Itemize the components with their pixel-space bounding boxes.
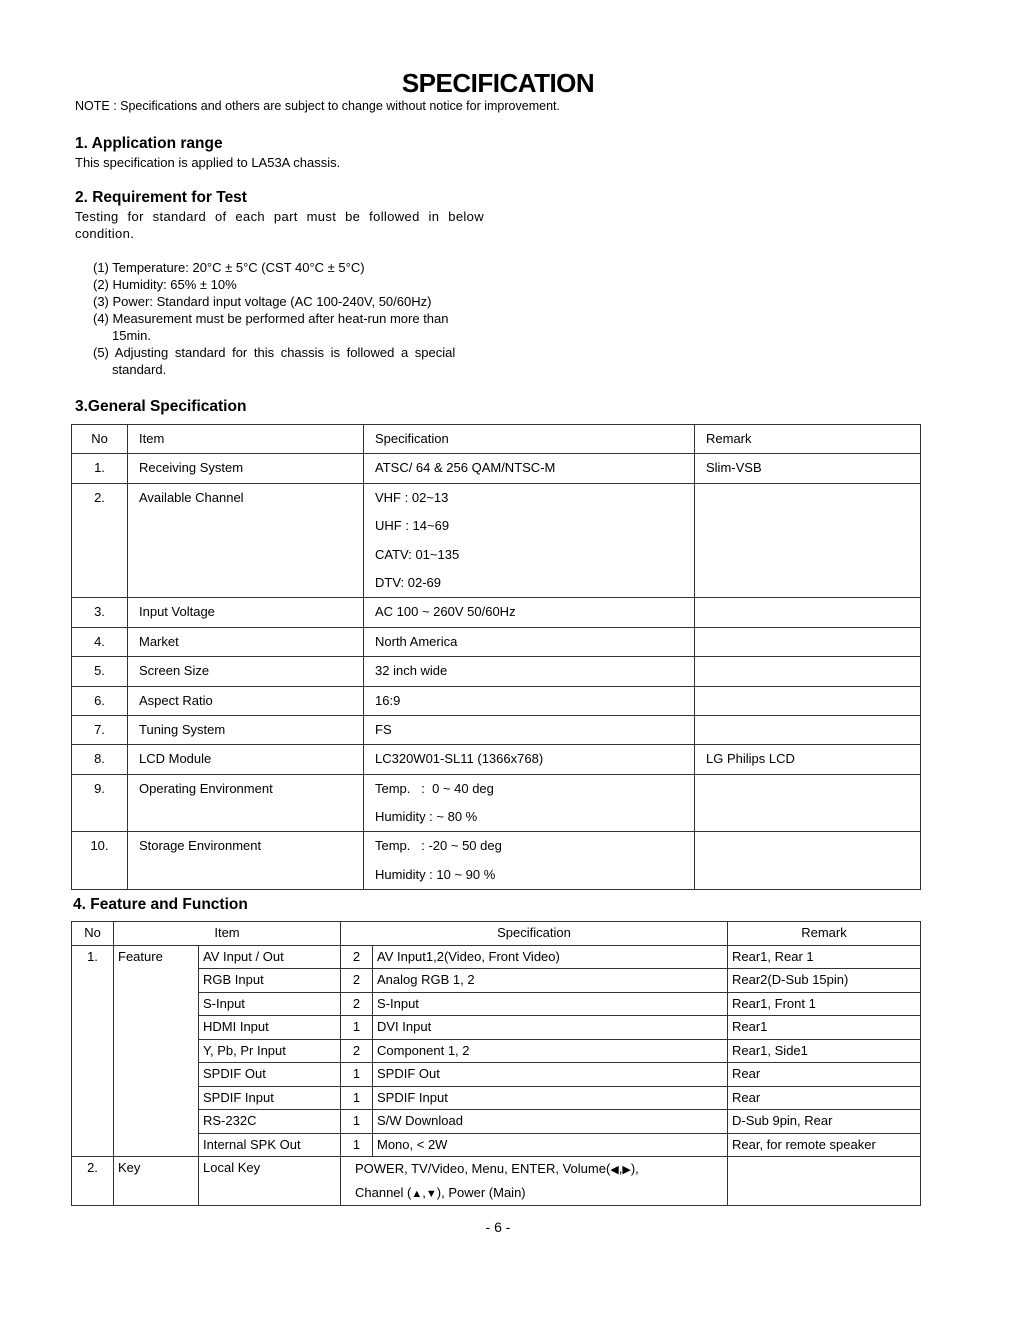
row-remark xyxy=(706,687,920,715)
row-remark xyxy=(728,1157,921,1206)
row-no: 9. xyxy=(94,780,105,796)
row-category: Key xyxy=(114,1157,199,1206)
row-remark: Rear xyxy=(728,1086,921,1110)
row-item: SPDIF Out xyxy=(199,1063,341,1087)
row-remark xyxy=(706,832,920,860)
table-row xyxy=(72,657,921,686)
row-no: 6. xyxy=(94,692,105,708)
row-item: Local Key xyxy=(199,1157,341,1206)
row-item: Storage Environment xyxy=(139,838,262,854)
row-remark: Rear2(D-Sub 15pin) xyxy=(728,969,921,993)
row-spec: Humidity : 10 ~ 90 % xyxy=(375,866,496,882)
table-row xyxy=(72,1157,921,1206)
header-cell: Remark xyxy=(728,922,921,946)
row-no: 4. xyxy=(94,633,105,649)
table-row xyxy=(72,992,921,1016)
header-cell: No xyxy=(72,922,114,946)
row-spec: SPDIF Input xyxy=(373,1086,728,1110)
table-row xyxy=(72,483,921,598)
row-spec: S-Input xyxy=(373,992,728,1016)
table-header-row xyxy=(72,922,921,946)
row-spec: CATV: 01~135 xyxy=(375,546,460,562)
row-remark: Slim-VSB xyxy=(706,460,762,476)
row-spec: LC320W01-SL11 (1366x768) xyxy=(375,751,544,767)
note-text: NOTE : Specifications and others are subject to change without notice for improvement. xyxy=(75,99,560,113)
row-item: AV Input / Out xyxy=(199,945,341,969)
row-no: 1. xyxy=(94,460,105,476)
row-qty: 2 xyxy=(341,945,373,969)
row-item: Tuning System xyxy=(139,721,226,737)
row-no: 2. xyxy=(94,489,105,505)
row-category: Feature xyxy=(114,945,199,1157)
row-remark: Rear1 xyxy=(728,1016,921,1040)
table-row xyxy=(72,454,921,483)
table-row xyxy=(72,1086,921,1110)
row-remark: LG Philips LCD xyxy=(706,751,795,767)
section4-heading: 4. Feature and Function xyxy=(73,896,248,913)
table-row xyxy=(72,686,921,715)
row-remark: Rear, for remote speaker xyxy=(728,1133,921,1157)
header-cell: Specification xyxy=(341,922,728,946)
row-remark xyxy=(706,775,920,803)
table-row xyxy=(72,1133,921,1157)
table-row xyxy=(72,969,921,993)
row-item: Receiving System xyxy=(139,460,244,476)
row-remark: Rear1, Side1 xyxy=(728,1039,921,1063)
row-spec: Mono, < 2W xyxy=(373,1133,728,1157)
arrow-left-icon: ◀ xyxy=(610,1164,619,1176)
row-qty: 2 xyxy=(341,1039,373,1063)
condition-item: standard. xyxy=(112,362,167,377)
row-spec: Temp. : -20 ~ 50 deg xyxy=(375,838,502,854)
row-remark: Rear1, Rear 1 xyxy=(728,945,921,969)
row-item: Internal SPK Out xyxy=(199,1133,341,1157)
row-no: 7. xyxy=(94,721,105,737)
row-item: S-Input xyxy=(199,992,341,1016)
row-spec: DTV: 02-69 xyxy=(375,574,441,590)
section2-heading: 2. Requirement for Test xyxy=(75,189,247,206)
row-remark: Rear xyxy=(728,1063,921,1087)
row-no: 1. xyxy=(72,945,114,1157)
row-item: Aspect Ratio xyxy=(139,692,213,708)
feature-function-table xyxy=(71,921,921,1206)
row-spec: DVI Input xyxy=(373,1016,728,1040)
row-spec: AV Input1,2(Video, Front Video) xyxy=(373,945,728,969)
arrow-right-icon: ▶ xyxy=(622,1164,631,1176)
header-cell: Specification xyxy=(364,425,695,454)
condition-item: (4) Measurement must be performed after heat-run more than xyxy=(93,311,449,326)
row-remark: D-Sub 9pin, Rear xyxy=(728,1110,921,1134)
condition-item: (2) Humidity: 65% ± 10% xyxy=(93,277,237,292)
general-spec-table xyxy=(71,424,921,890)
table-row xyxy=(72,774,921,832)
row-qty: 1 xyxy=(341,1063,373,1087)
arrow-up-icon: ▲ xyxy=(411,1188,423,1200)
row-qty: 1 xyxy=(341,1016,373,1040)
row-item: RGB Input xyxy=(199,969,341,993)
row-remark xyxy=(706,716,920,744)
row-no: 10. xyxy=(90,838,109,854)
row-remark xyxy=(706,598,920,626)
row-spec: Temp. : 0 ~ 40 deg xyxy=(375,780,494,796)
table-row xyxy=(72,1063,921,1087)
arrow-down-icon: ▼ xyxy=(425,1188,437,1200)
row-no: 8. xyxy=(94,751,105,767)
row-no: 5. xyxy=(94,663,105,679)
page-title: SPECIFICATION xyxy=(401,68,595,98)
condition-item: (3) Power: Standard input voltage (AC 100-240V, 50/60Hz) xyxy=(93,294,432,309)
row-remark xyxy=(706,484,920,512)
section1-body: This specification is applied to LA53A chassis. xyxy=(75,155,341,170)
row-item: Y, Pb, Pr Input xyxy=(199,1039,341,1063)
row-qty: 1 xyxy=(341,1133,373,1157)
section1-heading: 1. Application range xyxy=(75,135,223,152)
table-row xyxy=(72,598,921,627)
row-item: HDMI Input xyxy=(199,1016,341,1040)
key-spec-line: Channel (▲,▼), Power (Main) xyxy=(355,1185,526,1200)
header-cell: Item xyxy=(114,922,341,946)
page-number: - 6 - xyxy=(485,1219,511,1235)
row-spec: Analog RGB 1, 2 xyxy=(373,969,728,993)
condition-item: 15min. xyxy=(112,328,152,343)
header-cell: Remark xyxy=(695,425,921,454)
table-row xyxy=(72,1039,921,1063)
row-item: Market xyxy=(139,633,179,649)
test-conditions-list xyxy=(93,259,484,378)
row-spec: VHF : 02~13 xyxy=(375,489,449,505)
row-remark xyxy=(706,657,920,685)
row-item: Operating Environment xyxy=(139,780,273,796)
row-spec: ATSC/ 64 & 256 QAM/NTSC-M xyxy=(375,460,556,476)
header-cell: No xyxy=(72,425,128,454)
table-row xyxy=(72,745,921,774)
row-qty: 2 xyxy=(341,969,373,993)
row-qty: 2 xyxy=(341,992,373,1016)
row-qty: 1 xyxy=(341,1110,373,1134)
section2-body: Testing for standard of each part must be followed in below condition. xyxy=(75,209,484,241)
row-remark xyxy=(706,628,920,656)
condition-item: (1) Temperature: 20°C ± 5°C (CST 40°C ± 5°C) xyxy=(93,260,365,275)
row-qty: 1 xyxy=(341,1086,373,1110)
row-spec: 16:9 xyxy=(375,692,401,708)
row-item: Input Voltage xyxy=(139,604,215,620)
row-spec: 32 inch wide xyxy=(375,663,448,679)
condition-item: (5) Adjusting standard for this chassis is followed a special xyxy=(93,345,456,360)
table-row xyxy=(72,832,921,890)
table-row xyxy=(72,715,921,744)
row-item: LCD Module xyxy=(139,751,212,767)
row-spec: S/W Download xyxy=(373,1110,728,1134)
row-item: Available Channel xyxy=(139,489,244,505)
row-no: 2. xyxy=(72,1157,114,1206)
row-spec: AC 100 ~ 260V 50/60Hz xyxy=(375,604,516,620)
row-spec: UHF : 14~69 xyxy=(375,518,450,534)
row-spec: FS xyxy=(375,721,392,737)
row-remark: Rear1, Front 1 xyxy=(728,992,921,1016)
row-no: 3. xyxy=(94,604,105,620)
row-spec: SPDIF Out xyxy=(373,1063,728,1087)
row-spec: Component 1, 2 xyxy=(373,1039,728,1063)
table-row xyxy=(72,945,921,969)
table-header-row xyxy=(72,425,921,454)
row-spec xyxy=(341,1157,728,1206)
table-row xyxy=(72,1110,921,1134)
row-item: RS-232C xyxy=(199,1110,341,1134)
row-spec: North America xyxy=(375,633,458,649)
header-cell: Item xyxy=(128,425,364,454)
key-spec-line: POWER, TV/Video, Menu, ENTER, Volume(◀,▶), xyxy=(355,1161,639,1176)
section3-heading: 3.General Specification xyxy=(75,398,247,415)
table-row xyxy=(72,1016,921,1040)
row-item: SPDIF Input xyxy=(199,1086,341,1110)
table-row xyxy=(72,627,921,656)
row-spec: Humidity : ~ 80 % xyxy=(375,809,478,825)
row-item: Screen Size xyxy=(139,663,210,679)
